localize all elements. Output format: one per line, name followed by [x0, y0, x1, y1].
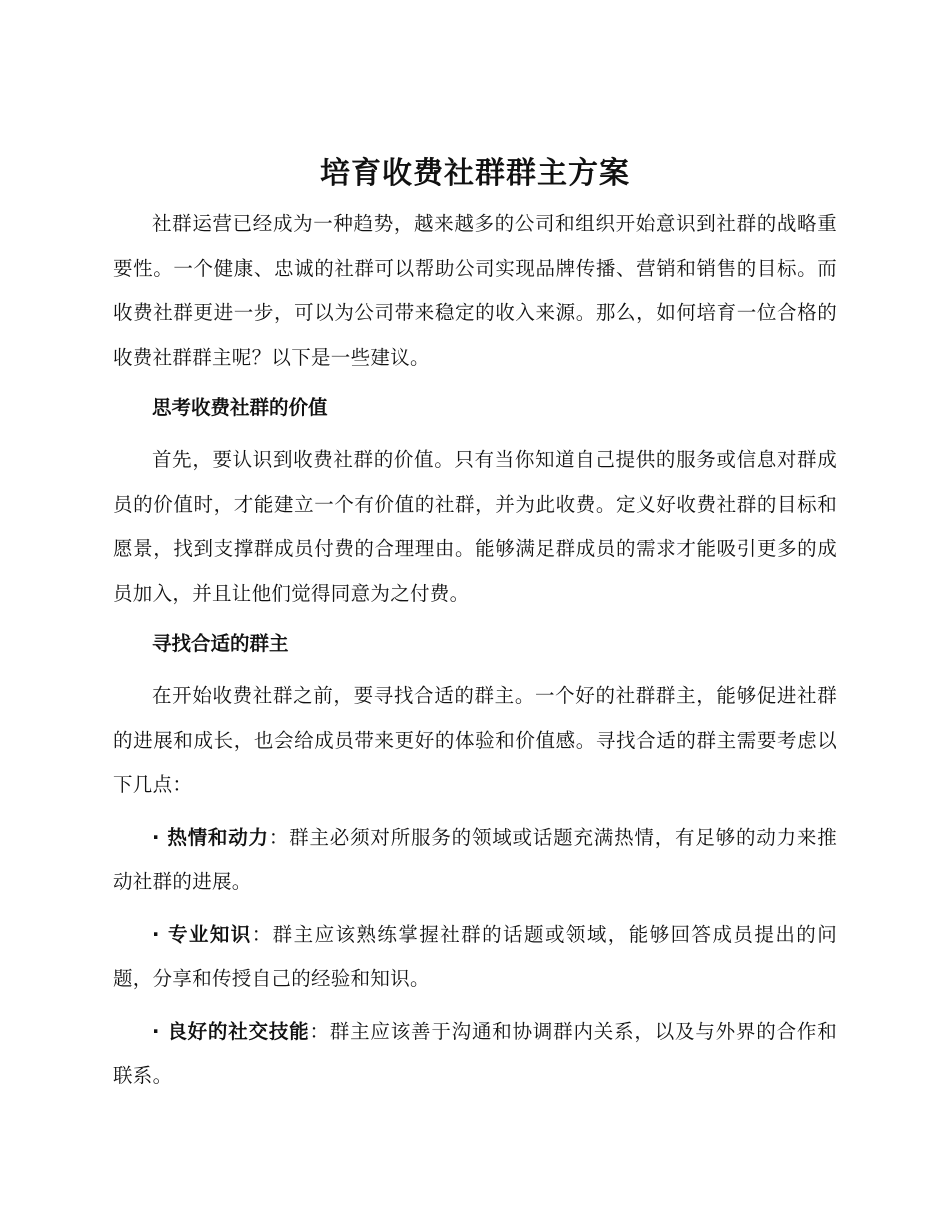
bullet-marker: · — [152, 1019, 168, 1043]
bullet-marker: · — [152, 825, 168, 849]
bullet-term: 专业知识 — [167, 922, 252, 946]
bullet-term: 热情和动力 — [167, 825, 269, 849]
section-heading-find-owner: 寻找合适的群主 — [152, 632, 289, 655]
document-title: 培育收费社群群主方案 — [320, 156, 630, 191]
section-body-value: 首先，要认识到收费社群的价值。只有当你知道自己提供的服务或信息对群成员的价值时，才能建立一个有价值的社群，并为此收费。定义好收费社群的目标和愿景，找到支撑群成员付费的合理理由。能够满足群成员的需求才能吸引更多的成员加入，并且让他们觉得同意为之付费。 — [113, 448, 837, 605]
document-page — [113, 148, 837, 1107]
section-body-find-owner: 在开始收费社群之前，要寻找合适的群主。一个好的社群群主，能够促进社群的进展和成长，也会给成员带来更好的体验和价值感。寻找合适的群主需要考虑以下几点： — [113, 684, 837, 796]
section-heading-value: 思考收费社群的价值 — [152, 396, 328, 419]
bullet-term: 良好的社交技能 — [167, 1019, 310, 1043]
intro-paragraph: 社群运营已经成为一种趋势，越来越多的公司和组织开始意识到社群的战略重要性。一个健康、忠诚的社群可以帮助公司实现品牌传播、营销和销售的目标。而收费社群更进一步，可以为公司带来稳定的收入来源。那么，如何培育一位合格的收费社群群主呢？以下是一些建议。 — [113, 212, 837, 369]
bullet-passion — [113, 816, 837, 905]
bullet-text: ：群主应该善于沟通和协调群内关系，以及与外界的合作和联系。 — [113, 1019, 837, 1087]
bullet-social-skills — [113, 1010, 837, 1099]
bullet-expertise — [113, 913, 837, 1002]
bullet-text: ：群主应该熟练掌握社群的话题或领域，能够回答成员提出的问题，分享和传授自己的经验和知识。 — [113, 922, 838, 990]
bullet-text: ：群主必须对所服务的领域或话题充满热情，有足够的动力来推动社群的进展。 — [113, 825, 837, 893]
bullet-marker: · — [152, 922, 168, 946]
